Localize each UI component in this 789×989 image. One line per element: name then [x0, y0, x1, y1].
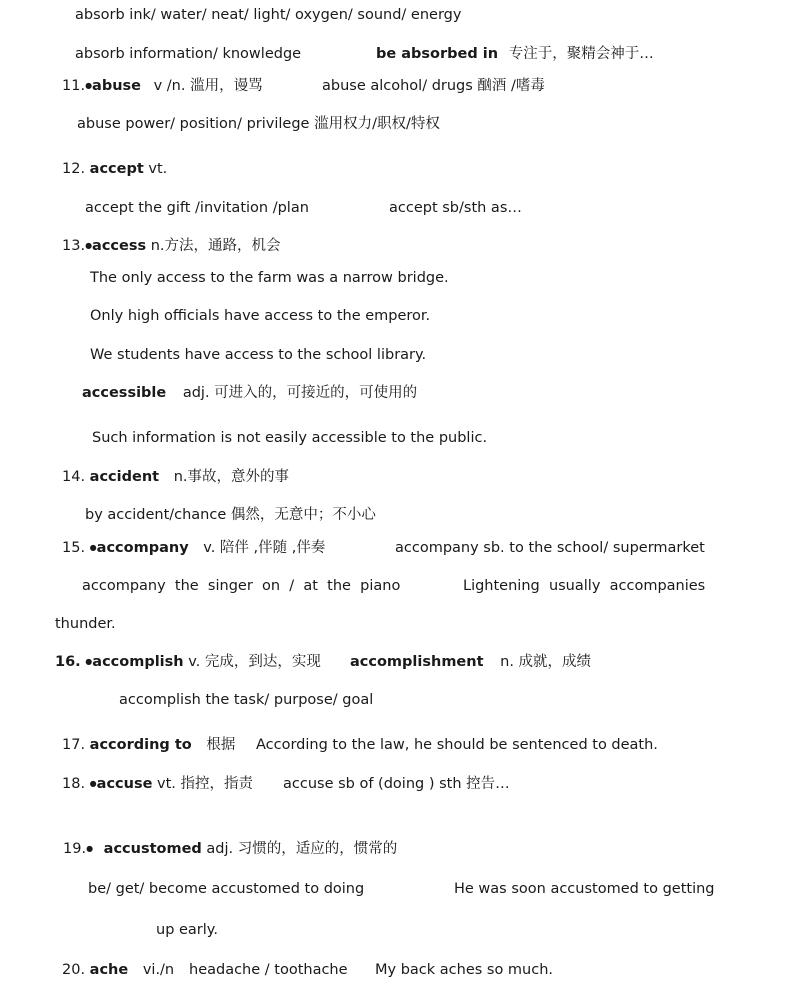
- bullet-dot: ●: [89, 779, 97, 788]
- example-sentence: He was soon accustomed to getting: [454, 881, 715, 897]
- entry-definition: adj. 习惯的，适应的，惯常的: [201, 841, 398, 857]
- entry-definition: 根据: [206, 737, 236, 753]
- usage-example: accept the gift /invitation /plan: [85, 200, 309, 216]
- usage-line: abuse power/ position/ privilege 滥用权力/职权/特权: [77, 116, 440, 132]
- entry-number: 14.: [62, 469, 86, 485]
- usage-example: headache / toothache: [189, 962, 348, 978]
- entry-accident: [62, 467, 289, 487]
- phrase-definition: 专注于，聚精会神于…: [508, 46, 654, 62]
- entry-number: 15.: [62, 540, 86, 556]
- usage-example: accept sb/sth as…: [389, 200, 522, 216]
- entry-accomplish: [55, 652, 321, 672]
- entry-headword: accept: [89, 161, 144, 177]
- usage-example: abuse alcohol/ drugs 酗酒 /嗜毒: [322, 78, 545, 94]
- usage-example: Lightening usually accompanies: [463, 578, 706, 594]
- entry-accompany: [62, 538, 325, 558]
- example-sentence: According to the law, he should be sentenced to death.: [256, 737, 658, 753]
- entry-headword: accessible: [82, 385, 167, 401]
- entry-number: 17.: [62, 737, 86, 753]
- entry-headword: abuse: [92, 78, 141, 94]
- entry-number: 12.: [62, 161, 86, 177]
- example-sentence: The only access to the farm was a narrow bridge.: [90, 270, 449, 286]
- bullet-dot: ●: [85, 241, 93, 250]
- example-sentence: Such information is not easily accessible to the public.: [92, 430, 488, 446]
- entry-accomplishment: [350, 652, 591, 672]
- entry-headword: according to: [89, 737, 192, 753]
- entry-definition: v /n. 滥用，谩骂: [153, 78, 263, 94]
- entry-headword: access: [92, 238, 147, 254]
- example-sentence: We students have access to the school library.: [90, 347, 427, 363]
- entry-headword: accident: [89, 469, 160, 485]
- entry-headword: accompany: [96, 540, 189, 556]
- usage-example: accuse sb of (doing ) sth 控告…: [283, 776, 510, 792]
- entry-number: 16.: [55, 654, 81, 670]
- bullet-dot: ●: [89, 543, 97, 552]
- entry-number: 13.: [62, 238, 86, 254]
- entry-accept: [62, 159, 167, 179]
- entry-definition: adj. 可进入的，可接近的，可使用的: [182, 385, 418, 401]
- entry-number: 18.: [62, 776, 86, 792]
- phrase-headword: be absorbed in: [376, 46, 499, 62]
- entry-access: [62, 236, 281, 256]
- usage-line: absorb information/ knowledge: [75, 46, 302, 62]
- example-sentence: Only high officials have access to the emperor.: [90, 308, 431, 324]
- phrase-entry: [376, 44, 654, 64]
- usage-line: absorb ink/ water/ neat/ light/ oxygen/ sound/ energy: [75, 7, 462, 23]
- entry-definition: v. 完成，到达，实现: [183, 654, 321, 670]
- usage-example: accomplish the task/ purpose/ goal: [119, 692, 374, 708]
- bullet-dot: ●: [85, 657, 93, 666]
- entry-ache: [62, 960, 174, 980]
- entry-accessible: [82, 383, 417, 403]
- entry-according-to: [62, 735, 235, 755]
- entry-headword: accomplishment: [350, 654, 484, 670]
- entry-headword: accomplish: [92, 654, 184, 670]
- bullet-dot: ●: [86, 844, 94, 853]
- entry-definition: vt. 指控，指责: [152, 776, 254, 792]
- entry-definition: n. 成就，成绩: [500, 654, 592, 670]
- entry-number: 19.: [63, 841, 87, 857]
- entry-definition: v. 陪伴 ,伴随 ,伴奏: [203, 540, 326, 556]
- entry-number: 11.: [62, 78, 86, 94]
- usage-example: be/ get/ become accustomed to doing: [88, 881, 365, 897]
- usage-example: accompany the singer on / at the piano: [82, 578, 401, 594]
- entry-pos: vi./n: [142, 962, 175, 978]
- bullet-dot: ●: [85, 81, 93, 90]
- entry-accustomed: [63, 839, 397, 859]
- entry-headword: accuse: [96, 776, 153, 792]
- example-sentence: My back aches so much.: [375, 962, 554, 978]
- entry-headword: accustomed: [103, 841, 202, 857]
- entry-number: 20.: [62, 962, 86, 978]
- entry-pos: vt.: [143, 161, 168, 177]
- entry-definition: n.事故，意外的事: [173, 469, 290, 485]
- example-sentence-continued: up early.: [156, 922, 218, 938]
- entry-definition: n.方法，通路，机会: [146, 238, 281, 254]
- usage-example: by accident/chance 偶然，无意中；不小心: [85, 507, 376, 523]
- entry-headword: ache: [89, 962, 129, 978]
- entry-abuse: [62, 76, 263, 96]
- usage-example: accompany sb. to the school/ supermarket: [395, 540, 705, 556]
- entry-accuse: [62, 774, 253, 794]
- usage-example-continued: thunder.: [55, 616, 116, 632]
